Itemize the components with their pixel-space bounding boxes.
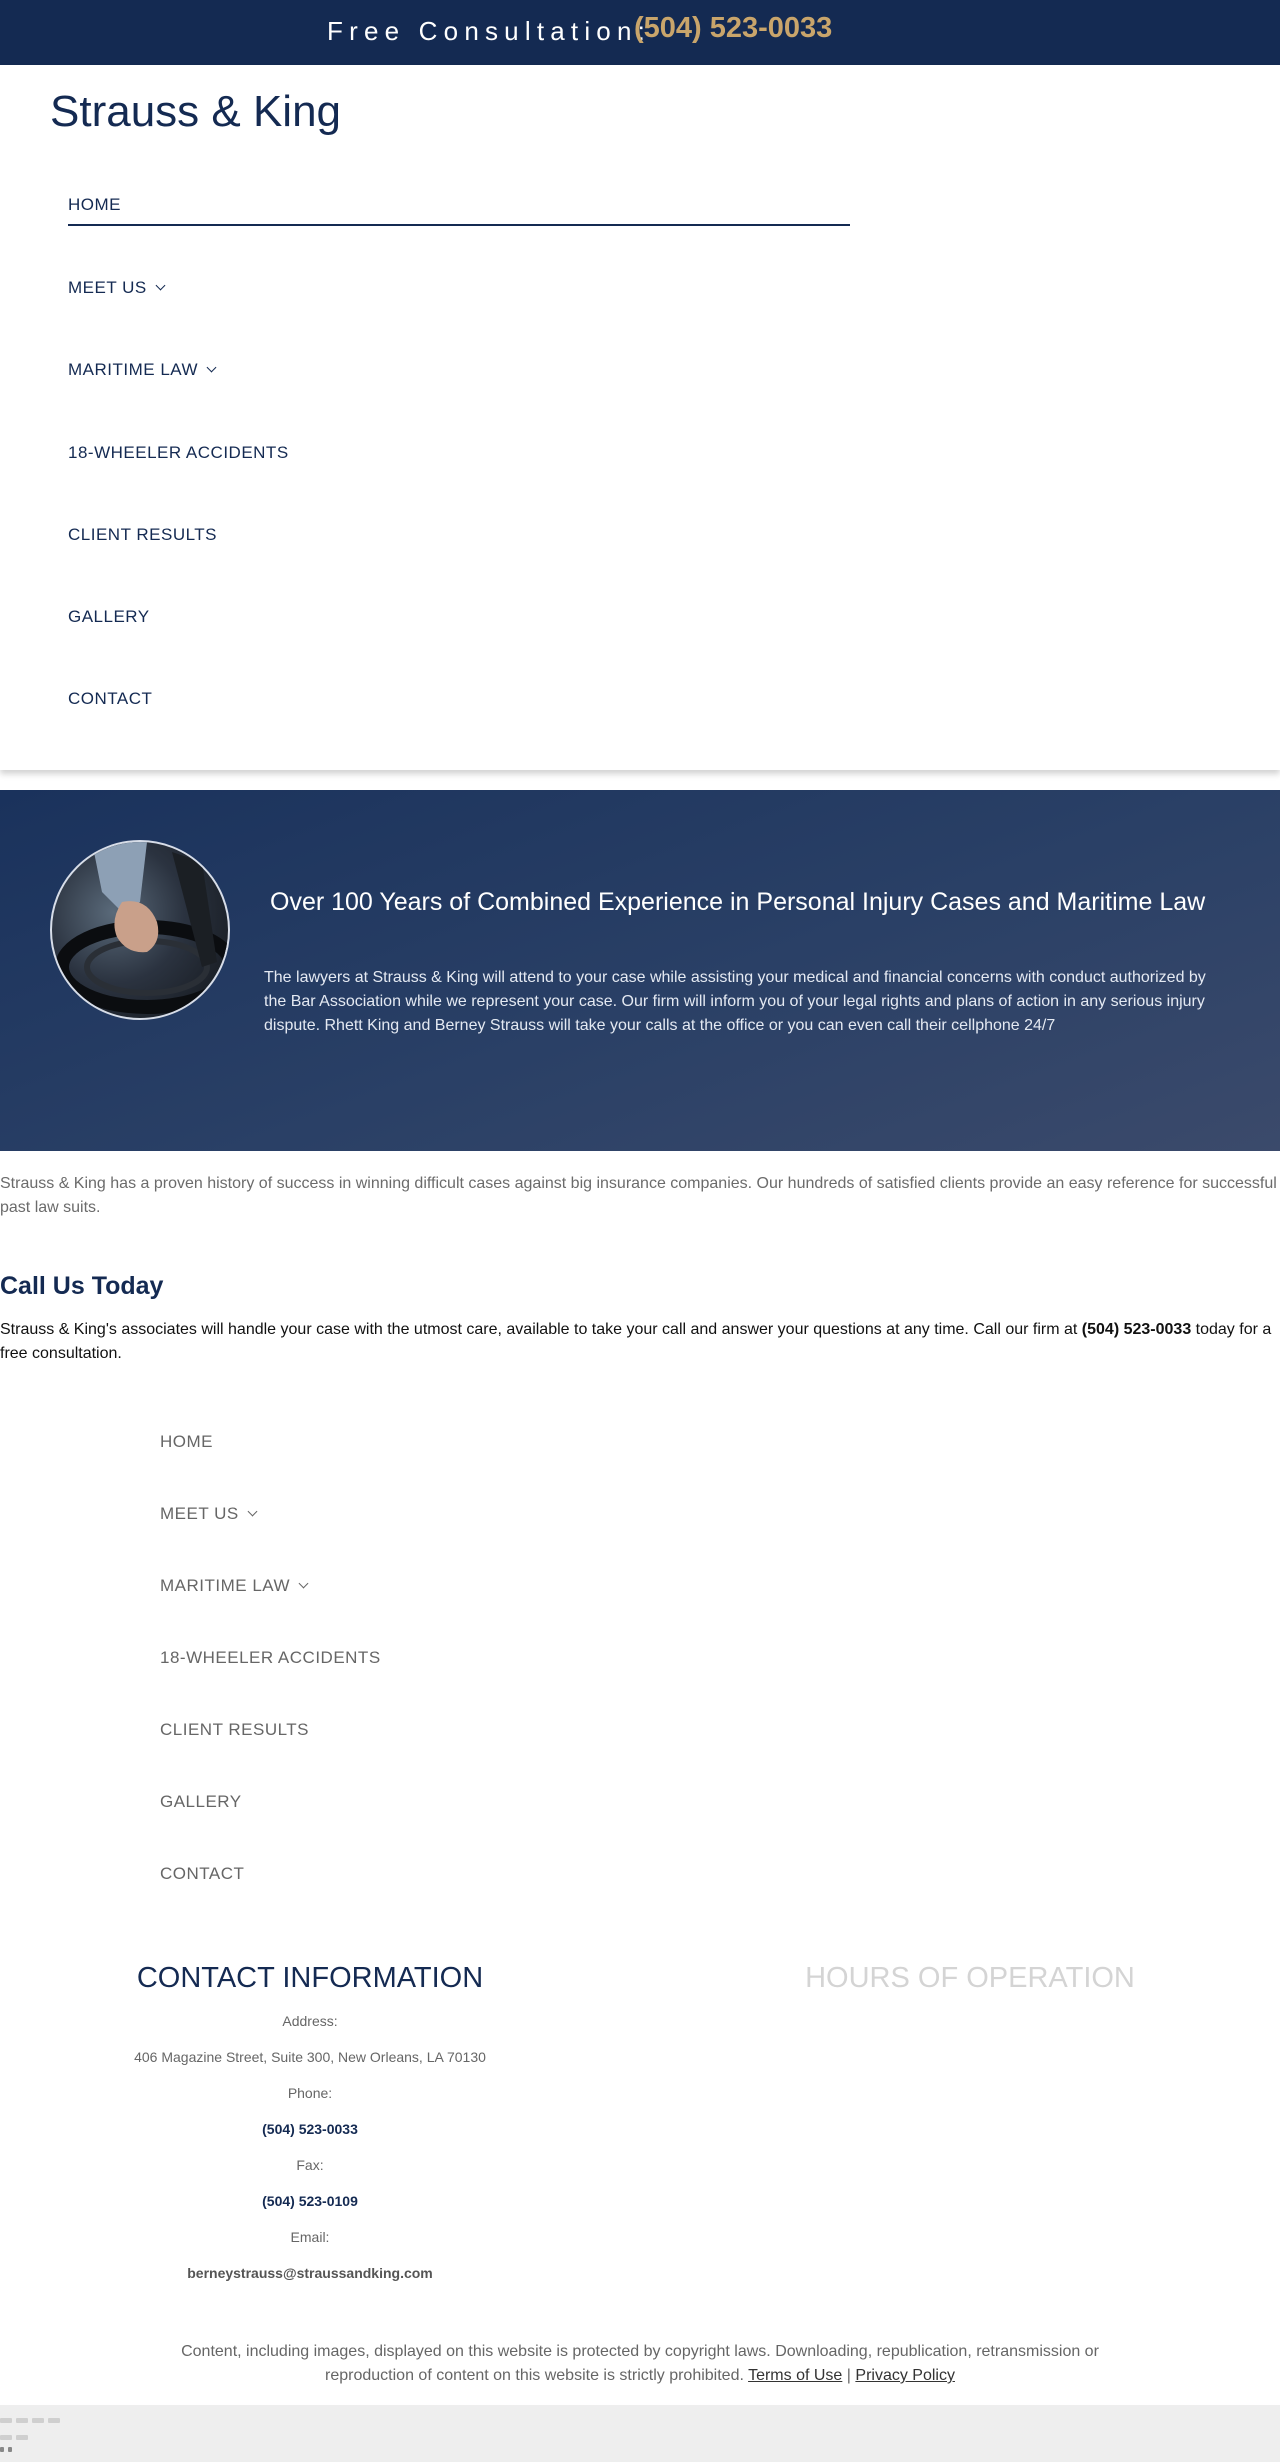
- placeholder-dash: [48, 2418, 60, 2423]
- placeholder-dash: [32, 2418, 44, 2423]
- footer-nav-contact[interactable]: [160, 1864, 244, 1884]
- site-logo[interactable]: Strauss & King: [50, 87, 342, 136]
- placeholder-dash: [16, 2418, 28, 2423]
- call-us-paragraph: [0, 1318, 1280, 1366]
- bottom-bar: [0, 2405, 1280, 2462]
- footer-nav-gallery-label: GALLERY: [160, 1792, 242, 1811]
- chevron-down-icon: [155, 281, 165, 291]
- call-phone[interactable]: (504) 523-0033: [1081, 1321, 1192, 1338]
- nav-18-wheeler-accidents[interactable]: [68, 443, 289, 463]
- nav-maritime-law-label: MARITIME LAW: [68, 360, 199, 379]
- hero-banner: [0, 790, 1280, 1151]
- free-consultation-label: Free Consultation:: [327, 16, 652, 46]
- history-paragraph: Strauss & King has a proven history of success in winning difficult cases against big insurance companies. Our hundreds of satisfied clients provide an easy reference for successful past law suits.: [0, 1175, 1277, 1216]
- copyright-text: Content, including images, displayed on this website is protected by copyright laws. Downloading, republication, retransmission or reproduction of content on this website is strictly prohibited.: [181, 2343, 1099, 2384]
- legal-separator: |: [846, 2367, 851, 2384]
- footer-nav-gallery[interactable]: [160, 1792, 242, 1812]
- chevron-down-icon: [207, 363, 217, 373]
- footer-nav-maritime-law[interactable]: [160, 1576, 307, 1596]
- placeholder-dot: [8, 2447, 12, 2452]
- footer-nav-home-label: HOME: [160, 1432, 213, 1451]
- copyright-notice: [160, 2340, 1120, 2388]
- nav-gallery-label: GALLERY: [68, 607, 150, 626]
- footer-nav-maritime-law-label: MARITIME LAW: [160, 1576, 291, 1595]
- chevron-down-icon: [247, 1507, 257, 1517]
- hero-title: Over 100 Years of Combined Experience in Personal Injury Cases and Maritime Law: [270, 888, 1206, 916]
- email-link[interactable]: berneystrauss@straussandking.com: [187, 2265, 433, 2281]
- topbar-phone-link[interactable]: (504) 523-0033: [634, 12, 833, 44]
- nav-client-results-label: CLIENT RESULTS: [68, 525, 218, 544]
- nav-meet-us[interactable]: [68, 278, 164, 298]
- footer-nav-client-results-label: CLIENT RESULTS: [160, 1720, 310, 1739]
- footer-nav-meet-us-label: MEET US: [160, 1504, 239, 1523]
- privacy-policy-link[interactable]: Privacy Policy: [855, 2367, 955, 2384]
- footer-nav-18-wheeler-label: 18-WHEELER ACCIDENTS: [160, 1648, 381, 1667]
- active-nav-underline: [68, 224, 850, 226]
- placeholder-dash: [16, 2435, 28, 2440]
- nav-client-results[interactable]: [68, 525, 217, 545]
- placeholder-dash: [0, 2435, 12, 2440]
- contact-info-heading: CONTACT INFORMATION: [136, 1962, 484, 1994]
- address-value: 406 Magazine Street, Suite 300, New Orleans, LA 70130: [134, 2049, 486, 2065]
- footer-nav-client-results[interactable]: [160, 1720, 309, 1740]
- call-text-before: Strauss & King's associates will handle your case with the utmost care, available to take your call and answer your questions at any time. Call our firm at: [0, 1321, 1082, 1338]
- consultation-bar: [0, 0, 1280, 65]
- call-us-heading: Call Us Today: [0, 1272, 164, 1300]
- nav-gallery[interactable]: [68, 607, 150, 627]
- email-label: Email:: [290, 2229, 330, 2245]
- nav-maritime-law[interactable]: [68, 360, 215, 380]
- terms-of-use-link[interactable]: Terms of Use: [748, 2367, 843, 2384]
- footer-nav-18-wheeler-accidents[interactable]: [160, 1648, 381, 1668]
- placeholder-dash: [0, 2418, 12, 2423]
- phone-link[interactable]: (504) 523-0033: [262, 2121, 358, 2137]
- footer-nav-home[interactable]: [160, 1432, 213, 1452]
- fax-label: Fax:: [296, 2157, 324, 2173]
- footer-nav-contact-label: CONTACT: [160, 1864, 245, 1883]
- placeholder-dot: [0, 2447, 4, 2452]
- fax-link[interactable]: (504) 523-0109: [262, 2193, 358, 2209]
- address-label: Address:: [282, 2013, 338, 2029]
- nav-contact-label: CONTACT: [68, 689, 153, 708]
- nav-meet-us-label: MEET US: [68, 278, 147, 297]
- nav-home[interactable]: [68, 195, 121, 215]
- nav-contact[interactable]: [68, 689, 152, 709]
- chevron-down-icon: [299, 1579, 309, 1589]
- call-text-after: today for a free consultation.: [0, 1321, 1272, 1362]
- site-header: [0, 65, 1280, 770]
- nav-home-label: HOME: [68, 195, 121, 214]
- hours-heading: HOURS OF OPERATION: [805, 1962, 1135, 1994]
- nav-18-wheeler-label: 18-WHEELER ACCIDENTS: [68, 443, 289, 462]
- hero-description: The lawyers at Strauss & King will attend to your case while assisting your medical and financial concerns with conduct authorized by the Bar Association while we represent your case. Our firm will inform you of your legal rights and plans of action in any serious injury dispute. Rhett King and Berney Strauss will take your calls at the office or you can even call their cellphone 24/7: [264, 969, 1206, 1034]
- footer-nav-meet-us[interactable]: [160, 1504, 256, 1524]
- hero-photo: [50, 840, 230, 1020]
- phone-label: Phone:: [287, 2085, 333, 2101]
